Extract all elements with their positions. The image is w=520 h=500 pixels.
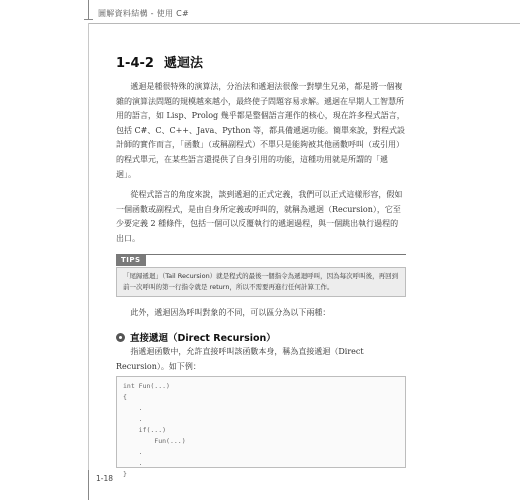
code-line: }: [123, 470, 127, 478]
subsection-heading: [116, 330, 276, 344]
running-title: 圖解資料結構 - 使用 C#: [98, 9, 190, 18]
code-line: .: [123, 448, 143, 456]
paragraph-definition: 從程式語言的角度來說，談到遞迴的正式定義，我們可以正式這樣形容，假如一個函數或副程式，是由自身所定義或呼叫的，就稱為遞迴（Recursion），它至少要定義 2 種條件，包括一個可以反覆執行的遞迴過程，與一個跳出執行過程的出口。: [116, 190, 403, 243]
bullet-icon: [116, 333, 125, 342]
header-tick: [84, 19, 93, 20]
section-heading: [116, 52, 203, 71]
margin-guide-line: [88, 23, 89, 500]
section-title: 遞迴法: [163, 56, 203, 71]
code-line: if(...): [123, 426, 167, 434]
tips-box: [116, 267, 406, 297]
code-line: Fun(...): [123, 437, 186, 445]
footer-margin-line: [88, 470, 89, 500]
code-block: [116, 376, 406, 478]
tips-text: 「尾歸遞迴」（Tail Recursion）就是程式的最後一個指令為遞迴呼叫，因為每次呼叫後，再回到前一次呼叫的第一行指令就是 return，所以不需要再進行任何計算工作。: [123, 272, 399, 291]
code-line: .: [123, 404, 143, 412]
tips-label: TIPS: [116, 255, 146, 266]
code-line: {: [123, 393, 127, 401]
page-number: 1-18: [96, 474, 114, 483]
subsection-title: 直接遞迴（Direct Recursion）: [130, 333, 276, 344]
code-line: .: [123, 459, 143, 467]
tips-header: [116, 254, 406, 266]
header-margin-line: [88, 0, 89, 20]
paragraph-direct: 指遞迴函數中，允許直接呼叫該函數本身，稱為直接遞迴（Direct Recursion）。如下例：: [116, 347, 364, 371]
section-number: 1-4-2: [116, 56, 154, 71]
code-line: .: [123, 415, 143, 423]
paragraph-intro: 遞迴是種很特殊的演算法，分治法和遞迴法很像一對孿生兄弟，都是將一個複雜的演算法問題的規模越來越小，最終使子問題容易求解。遞迴在早期人工智慧所用的語言，如 Lisp、Prolog 幾乎都是整個語言運作的核心，現在許多程式語言，包括 C#、C、C++、Java、Python 等，都具備遞迴功能。簡單來說，對程式設計師的實作而言，「函數」（或稱副程式）不單只是能夠被其他函數呼叫（或引用）的程式單元，在某些語言還提供了自身引用的功能，這種功用就是所謂的「遞迴」。: [116, 82, 406, 179]
code-line: int Fun(...): [123, 382, 170, 390]
header-rule: [88, 23, 520, 24]
paragraph-types: 此外，遞迴因為呼叫對象的不同，可以區分為以下兩種：: [130, 308, 331, 317]
